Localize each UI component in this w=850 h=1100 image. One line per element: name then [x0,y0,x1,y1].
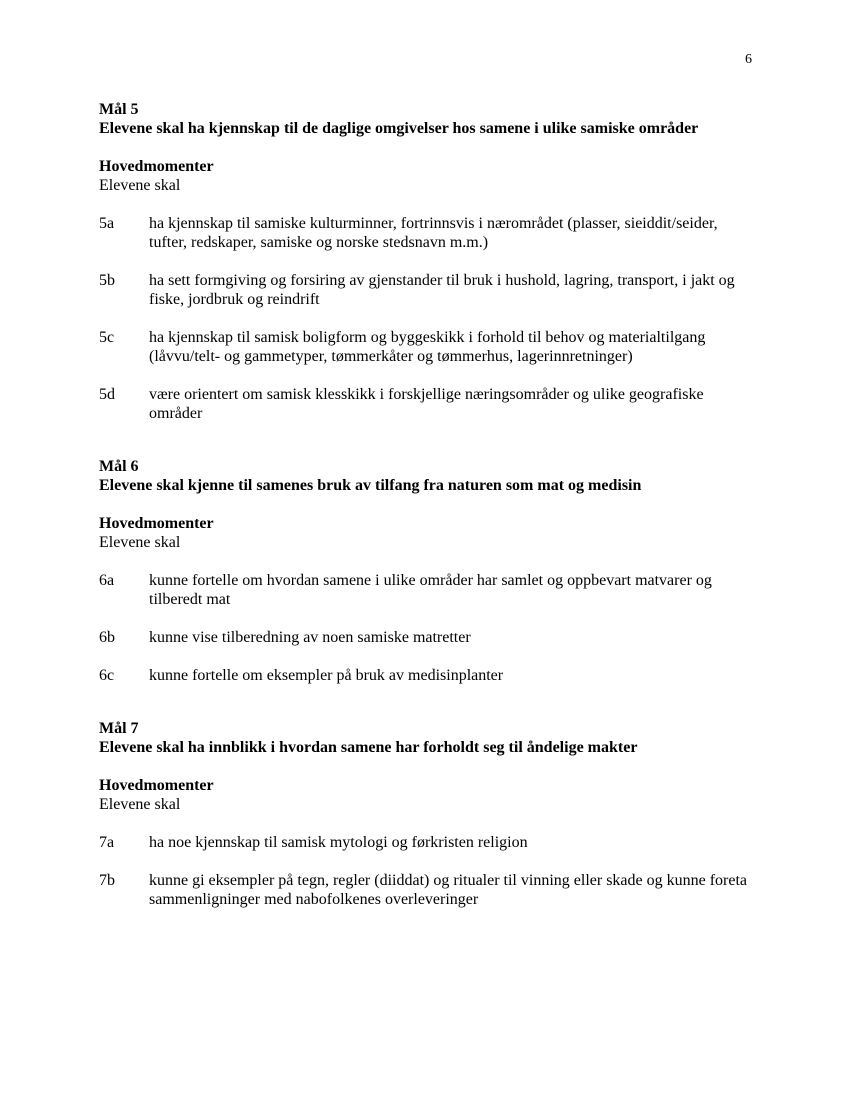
item-text: kunne fortelle om eksempler på bruk av medisinplanter [149,667,504,684]
goal-section-7 [99,719,759,909]
item-list [99,571,759,685]
item-list [99,833,759,909]
list-item [99,214,759,252]
goal-section-5 [99,100,759,423]
item-code: 5a [99,215,115,232]
list-item [99,385,759,423]
goal-section-6 [99,457,759,685]
main-points-block [99,157,759,195]
item-text: ha sett formgiving og forsiring av gjenstander til bruk i hushold, lagring, transport, i jakt og fiske, jordbruk og reindrift [149,272,735,308]
item-code: 6a [99,572,115,589]
item-code: 5b [99,272,115,289]
main-points-heading: Hovedmomenter [99,515,214,532]
item-code: 7b [99,872,115,889]
list-item [99,328,759,366]
list-item [99,871,759,909]
item-text: ha noe kjennskap til samisk mytologi og førkristen religion [149,834,528,851]
document-body [99,100,759,943]
item-text: kunne vise tilberedning av noen samiske matretter [149,629,471,646]
item-code: 5c [99,329,115,346]
item-code: 7a [99,834,115,851]
goal-title: Elevene skal ha kjennskap til de daglige omgivelser hos samene i ulike samiske områder [99,120,699,137]
main-points-heading: Hovedmomenter [99,777,214,794]
list-item [99,571,759,609]
main-points-block [99,776,759,814]
main-points-intro: Elevene skal [99,534,181,551]
item-code: 5d [99,386,115,403]
item-code: 6b [99,629,115,646]
item-text: kunne gi eksempler på tegn, regler (diiddat) og ritualer til vinning eller skade og kunne foreta sammenligninger med nabofolkenes overleveringer [149,872,748,908]
page-number: 6 [745,52,752,67]
main-points-heading: Hovedmomenter [99,158,214,175]
item-text: være orientert om samisk klesskikk i forskjellige næringsområder og ulike geografiske områder [149,386,704,422]
item-text: kunne fortelle om hvordan samene i ulike områder har samlet og oppbevart matvarer og tilberedt mat [149,572,712,608]
goal-label: Mål 6 [99,458,139,475]
list-item [99,833,759,852]
main-points-intro: Elevene skal [99,177,181,194]
list-item [99,271,759,309]
list-item [99,666,759,685]
goal-title: Elevene skal kjenne til samenes bruk av tilfang fra naturen som mat og medisin [99,477,642,494]
item-list [99,214,759,423]
item-code: 6c [99,667,115,684]
item-text: ha kjennskap til samiske kulturminner, fortrinnsvis i nærområdet (plasser, sieiddit/seider, tufter, redskaper, samiske og norske stedsnavn m.m.) [149,215,718,251]
main-points-block [99,514,759,552]
item-text: ha kjennskap til samisk boligform og byggeskikk i forhold til behov og materialtilgang (låvvu/telt- og gammetyper, tømmerkåter og tømmerhus, lagerinnretninger) [149,329,706,365]
goal-label: Mål 5 [99,101,139,118]
main-points-intro: Elevene skal [99,796,181,813]
goal-title: Elevene skal ha innblikk i hvordan samene har forholdt seg til åndelige makter [99,739,638,756]
goal-label: Mål 7 [99,720,139,737]
list-item [99,628,759,647]
